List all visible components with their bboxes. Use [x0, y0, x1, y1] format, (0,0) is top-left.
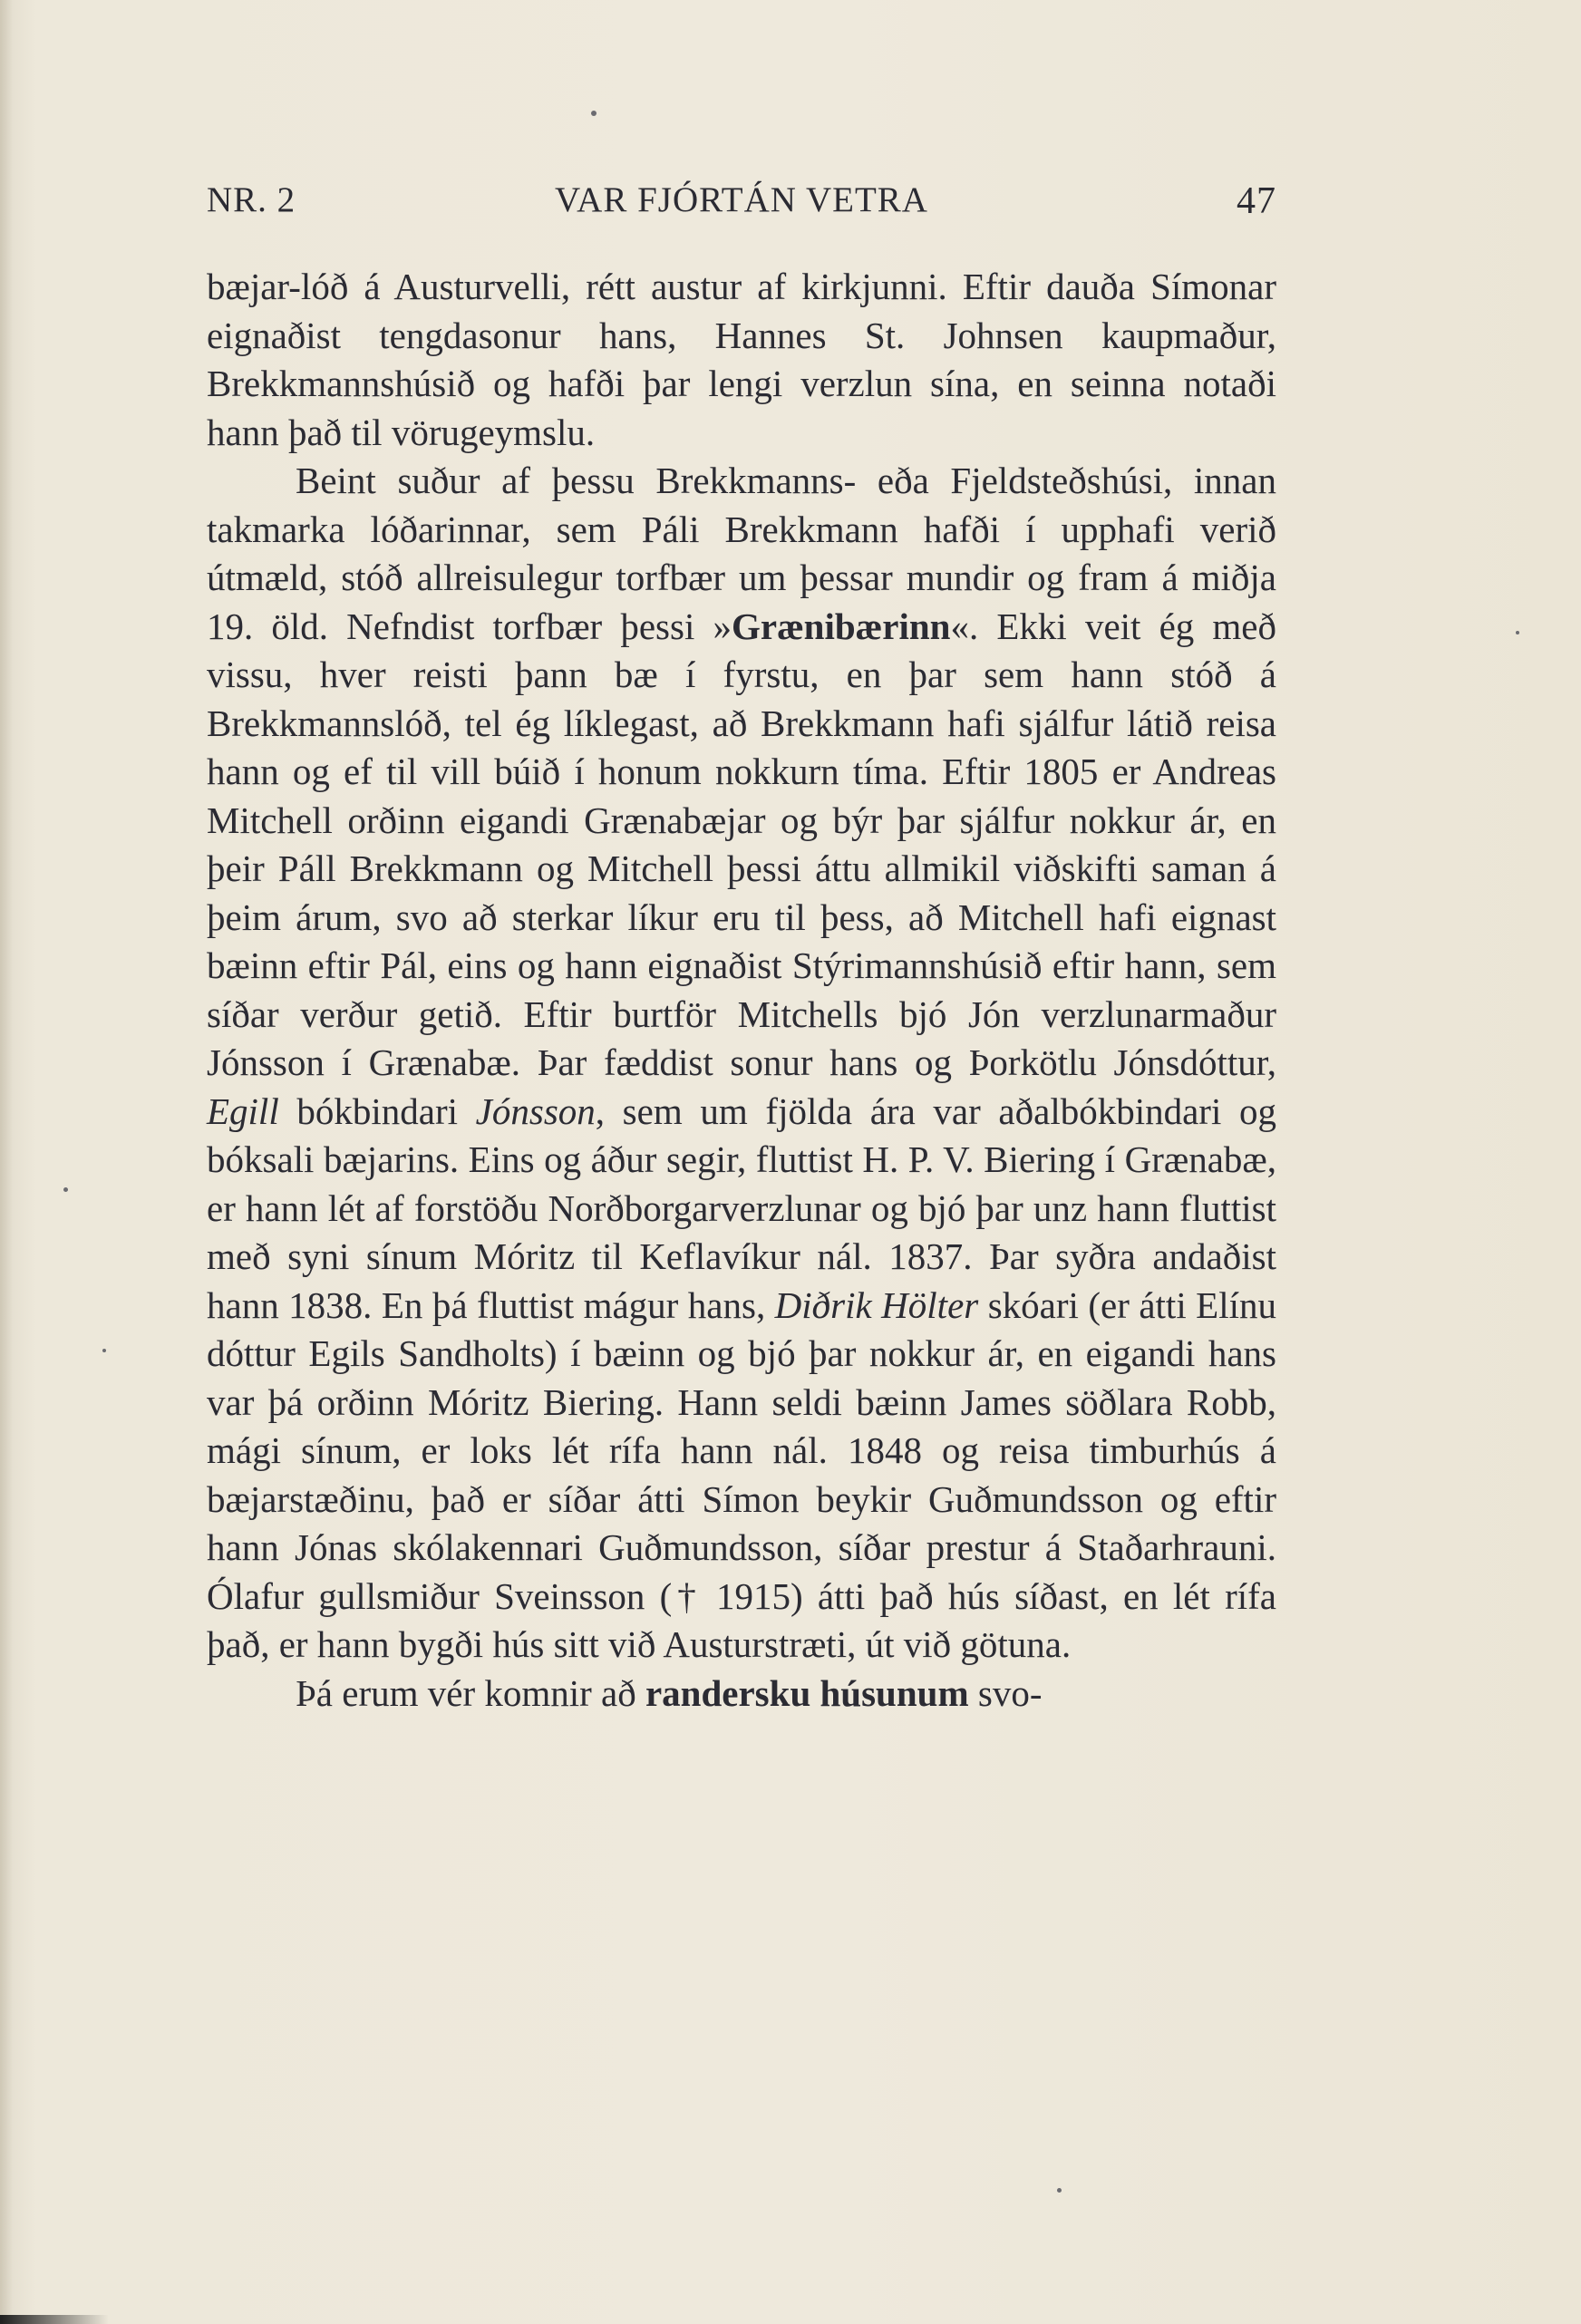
- italic-name: Egill: [207, 1089, 279, 1132]
- page-spine-shadow: [0, 0, 13, 2324]
- text-run: bókbindari: [278, 1089, 476, 1132]
- text-run: bæjar-lóð á Austurvelli, rétt austur af kirkjunni. Eftir dauða Símonar eignaðist tengdasonur hans, Hannes St. Johnsen kaupmaður, Brekkmannshúsið og hafði þar lengi verzlun sína, en seinna notaði hann það til vörugeymslu.: [207, 266, 1276, 453]
- text-run: , sem um fjölda ára var aðalbókbindari og bóksali bæjarins. Eins og áður segir, fluttist H. P. V. Biering í Grænabæ, er hann lét af forstöðu Norðborgarverzlunar og bjó þar unz hann fluttist með syni sínum Móritz til Keflavíkur nál. 1837. Þar syðra andaðist hann 1838. En þá fluttist mágur hans,: [207, 1089, 1277, 1326]
- bold-term: randersku húsunum: [645, 1671, 969, 1714]
- bold-term: Grænibærinn: [731, 605, 951, 647]
- page-corner-shadow: [0, 2315, 109, 2324]
- body-text: [207, 263, 1276, 1718]
- print-speck: [102, 1349, 106, 1352]
- print-speck: [63, 1187, 68, 1192]
- italic-name: Diðrik Hölter: [774, 1283, 979, 1326]
- print-speck: [591, 111, 597, 116]
- italic-name: Jónsson: [475, 1089, 596, 1132]
- text-run: Þá erum vér komnir að: [296, 1671, 645, 1714]
- running-title: VAR FJÓRTÁN VETRA: [555, 180, 928, 219]
- text-run: svo-: [968, 1671, 1043, 1714]
- running-header: [207, 179, 1276, 223]
- issue-number: NR. 2: [207, 180, 296, 219]
- paragraph: [207, 1670, 1276, 1719]
- print-speck: [1057, 2188, 1062, 2193]
- text-run: skóari (er átti Elínu dóttur Egils Sandholts) í bæinn og bjó þar nokkur ár, en eigandi hans var þá orðinn Móritz Biering. Hann seldi bæinn James söðlara Robb, mági sínum, er loks lét rífa hann nál. 1848 og reisa timburhús á bæjarstæðinu, það er síðar átti Símon beykir Guðmundsson og eftir hann Jónas skólakennari Guðmundsson, síðar prestur á Staðarhrauni. Ólafur gullsmiður Sveinsson († 1915) átti það hús síðast, en lét rífa það, er hann bygði hús sitt við Austurstræti, út við götuna.: [207, 1283, 1276, 1665]
- print-speck: [1516, 631, 1519, 634]
- paragraph: [207, 457, 1276, 1670]
- text-run: «. Ekki veit ég með vissu, hver reisti þann bæ í fyrstu, en þar sem hann stóð á Brekkmannslóð, tel ég líklegast, að Brekkmann hafi sjálfur látið reisa hann og ef til vill búið í honum nokkurn tíma. Eftir 1805 er Andreas Mitchell orðinn eigandi Grænabæjar og býr þar sjálfur nokkur ár, en þeir Páll Brekkmann og Mitchell þessi áttu allmikil viðskifti saman á þeim árum, svo að sterkar líkur eru til þess, að Mitchell hafi eignast bæinn eftir Pál, eins og hann eignaðist Stýrimannshúsið eftir hann, sem síðar verður getið. Eftir burtför Mitchells bjó Jón verzlunarmaður Jónsson í Grænabæ. Þar fæddist sonur hans og Þorkötlu Jónsdóttur,: [207, 605, 1276, 1083]
- page-number: 47: [1237, 180, 1276, 222]
- text-run: Beint suður af þessu Brekkmanns- eða Fjeldsteðshúsi, innan takmarka lóðarinnar, sem Páli Brekkmann hafði í upphafi verið útmæld, stóð allreisulegur torfbær um þessar mundir og fram á miðja 19. öld. Nefndist torfbær þessi »: [207, 460, 1276, 647]
- paragraph: [207, 263, 1276, 457]
